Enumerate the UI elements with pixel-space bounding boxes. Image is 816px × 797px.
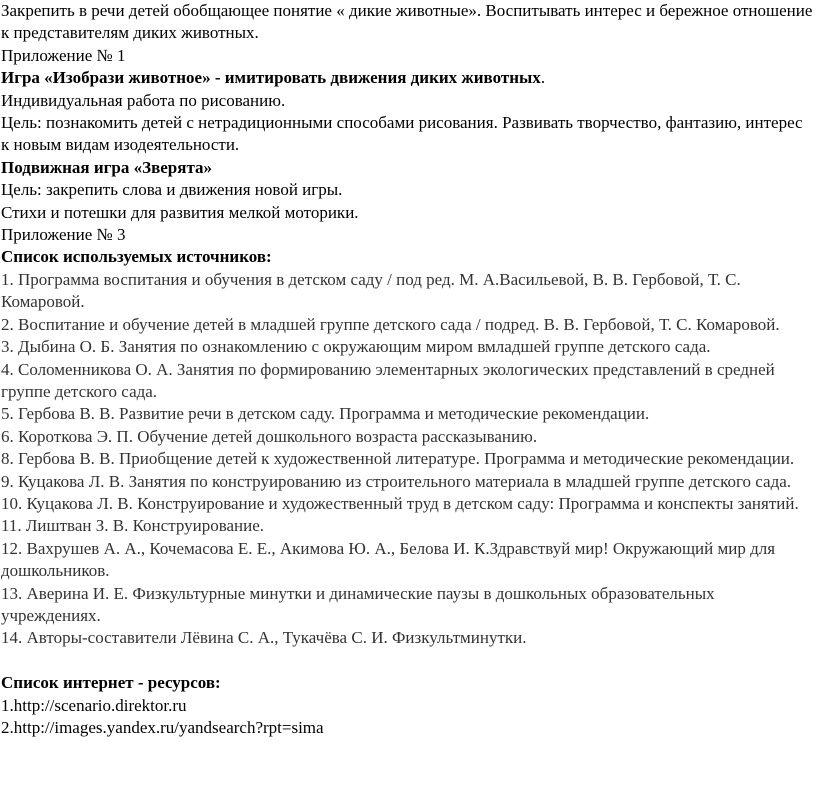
internet-resource-item[interactable] bbox=[1, 695, 815, 717]
document-page bbox=[1, 0, 815, 739]
source-item: 4. Соломенникова О. А. Занятия по формированию элементарных экологических представлений в средней группе детского сада. bbox=[1, 359, 775, 401]
game-zveryata-title: Подвижная игра «Зверята» bbox=[1, 157, 213, 177]
source-item: 10. Куцакова Л. В. Конструирование и художественный труд в детском саду: Программа и конспекты занятий. bbox=[1, 493, 799, 513]
internet-resource-item[interactable] bbox=[1, 717, 815, 739]
game-imitate-title bbox=[1, 67, 815, 89]
source-item: 8. Гербова В. В. Приобщение детей к художественной литературе. Программа и методические рекомендации. bbox=[1, 449, 795, 469]
source-item: 9. Куцакова Л. В. Занятия по конструированию из строительного материала в младшей группе детского сада. bbox=[1, 471, 792, 491]
source-item: 14. Авторы-составители Лёвина С. А., Тукачёва С. И. Физкультминутки. bbox=[1, 628, 527, 648]
appendix-1-label: Приложение № 1 bbox=[1, 45, 126, 65]
source-item: 12. Вахрушев А. А., Кочемасова Е. Е., Акимова Ю. А., Белова И. К.Здравствуй мир! Окружающий мир для дошкольников. bbox=[1, 538, 776, 581]
game-zveryata-goal: Цель: закрепить слова и движения новой игры. bbox=[1, 180, 343, 200]
source-item: 11. Лиштван З. В. Конструирование. bbox=[1, 516, 265, 536]
poems-label: Стихи и потешки для развития мелкой моторики. bbox=[1, 202, 359, 222]
game-imitate-title-period: . bbox=[540, 68, 546, 88]
sources-heading: Список используемых источников: bbox=[1, 247, 272, 267]
internet-resource-link[interactable]: 2.http://images.yandex.ru/yandsearch?rpt=sima bbox=[1, 717, 324, 737]
sources-list bbox=[1, 269, 815, 650]
game-imitate-title-text: Игра «Изобрази животное» - имитировать движения диких животных bbox=[1, 68, 541, 88]
internet-resources-heading: Список интернет - ресурсов: bbox=[1, 673, 221, 693]
source-item: 1. Программа воспитания и обучения в детском саду / под ред. М. А.Васильевой, В. В. Гербовой, Т. С. Комаровой. bbox=[1, 269, 741, 312]
drawing-work-label: Индивидуальная работа по рисованию. bbox=[1, 90, 286, 110]
source-item: 6. Короткова Э. П. Обучение детей дошкольного возраста рассказыванию. bbox=[1, 426, 538, 446]
source-item: 5. Гербова В. В. Развитие речи в детском саду. Программа и методические рекомендации. bbox=[1, 404, 650, 424]
source-item: 2. Воспитание и обучение детей в младшей группе детского сада / подред. В. В. Гербовой, Т. С. Комаровой. bbox=[1, 314, 780, 334]
source-item: 13. Аверина И. Е. Физкультурные минутки и динамические паузы в дошкольных образовательных учреждениях. bbox=[1, 583, 715, 625]
drawing-goal-paragraph: Цель: познакомить детей с нетрадиционными способами рисования. Развивать творчество, фантазию, интерес к новым видам изодеятельности. bbox=[1, 113, 803, 155]
source-item: 3. Дыбина О. Б. Занятия по ознакомлению с окружающим миром вмладшей группе детского сада. bbox=[1, 337, 711, 357]
appendix-3-label: Приложение № 3 bbox=[1, 225, 126, 245]
intro-paragraph: Закрепить в речи детей обобщающее понятие « дикие животные». Воспитывать интерес и бережное отношение к представителям диких животных. bbox=[1, 1, 813, 43]
blank-line bbox=[1, 650, 815, 672]
internet-resource-link[interactable]: 1.http://scenario.direktor.ru bbox=[1, 695, 187, 715]
